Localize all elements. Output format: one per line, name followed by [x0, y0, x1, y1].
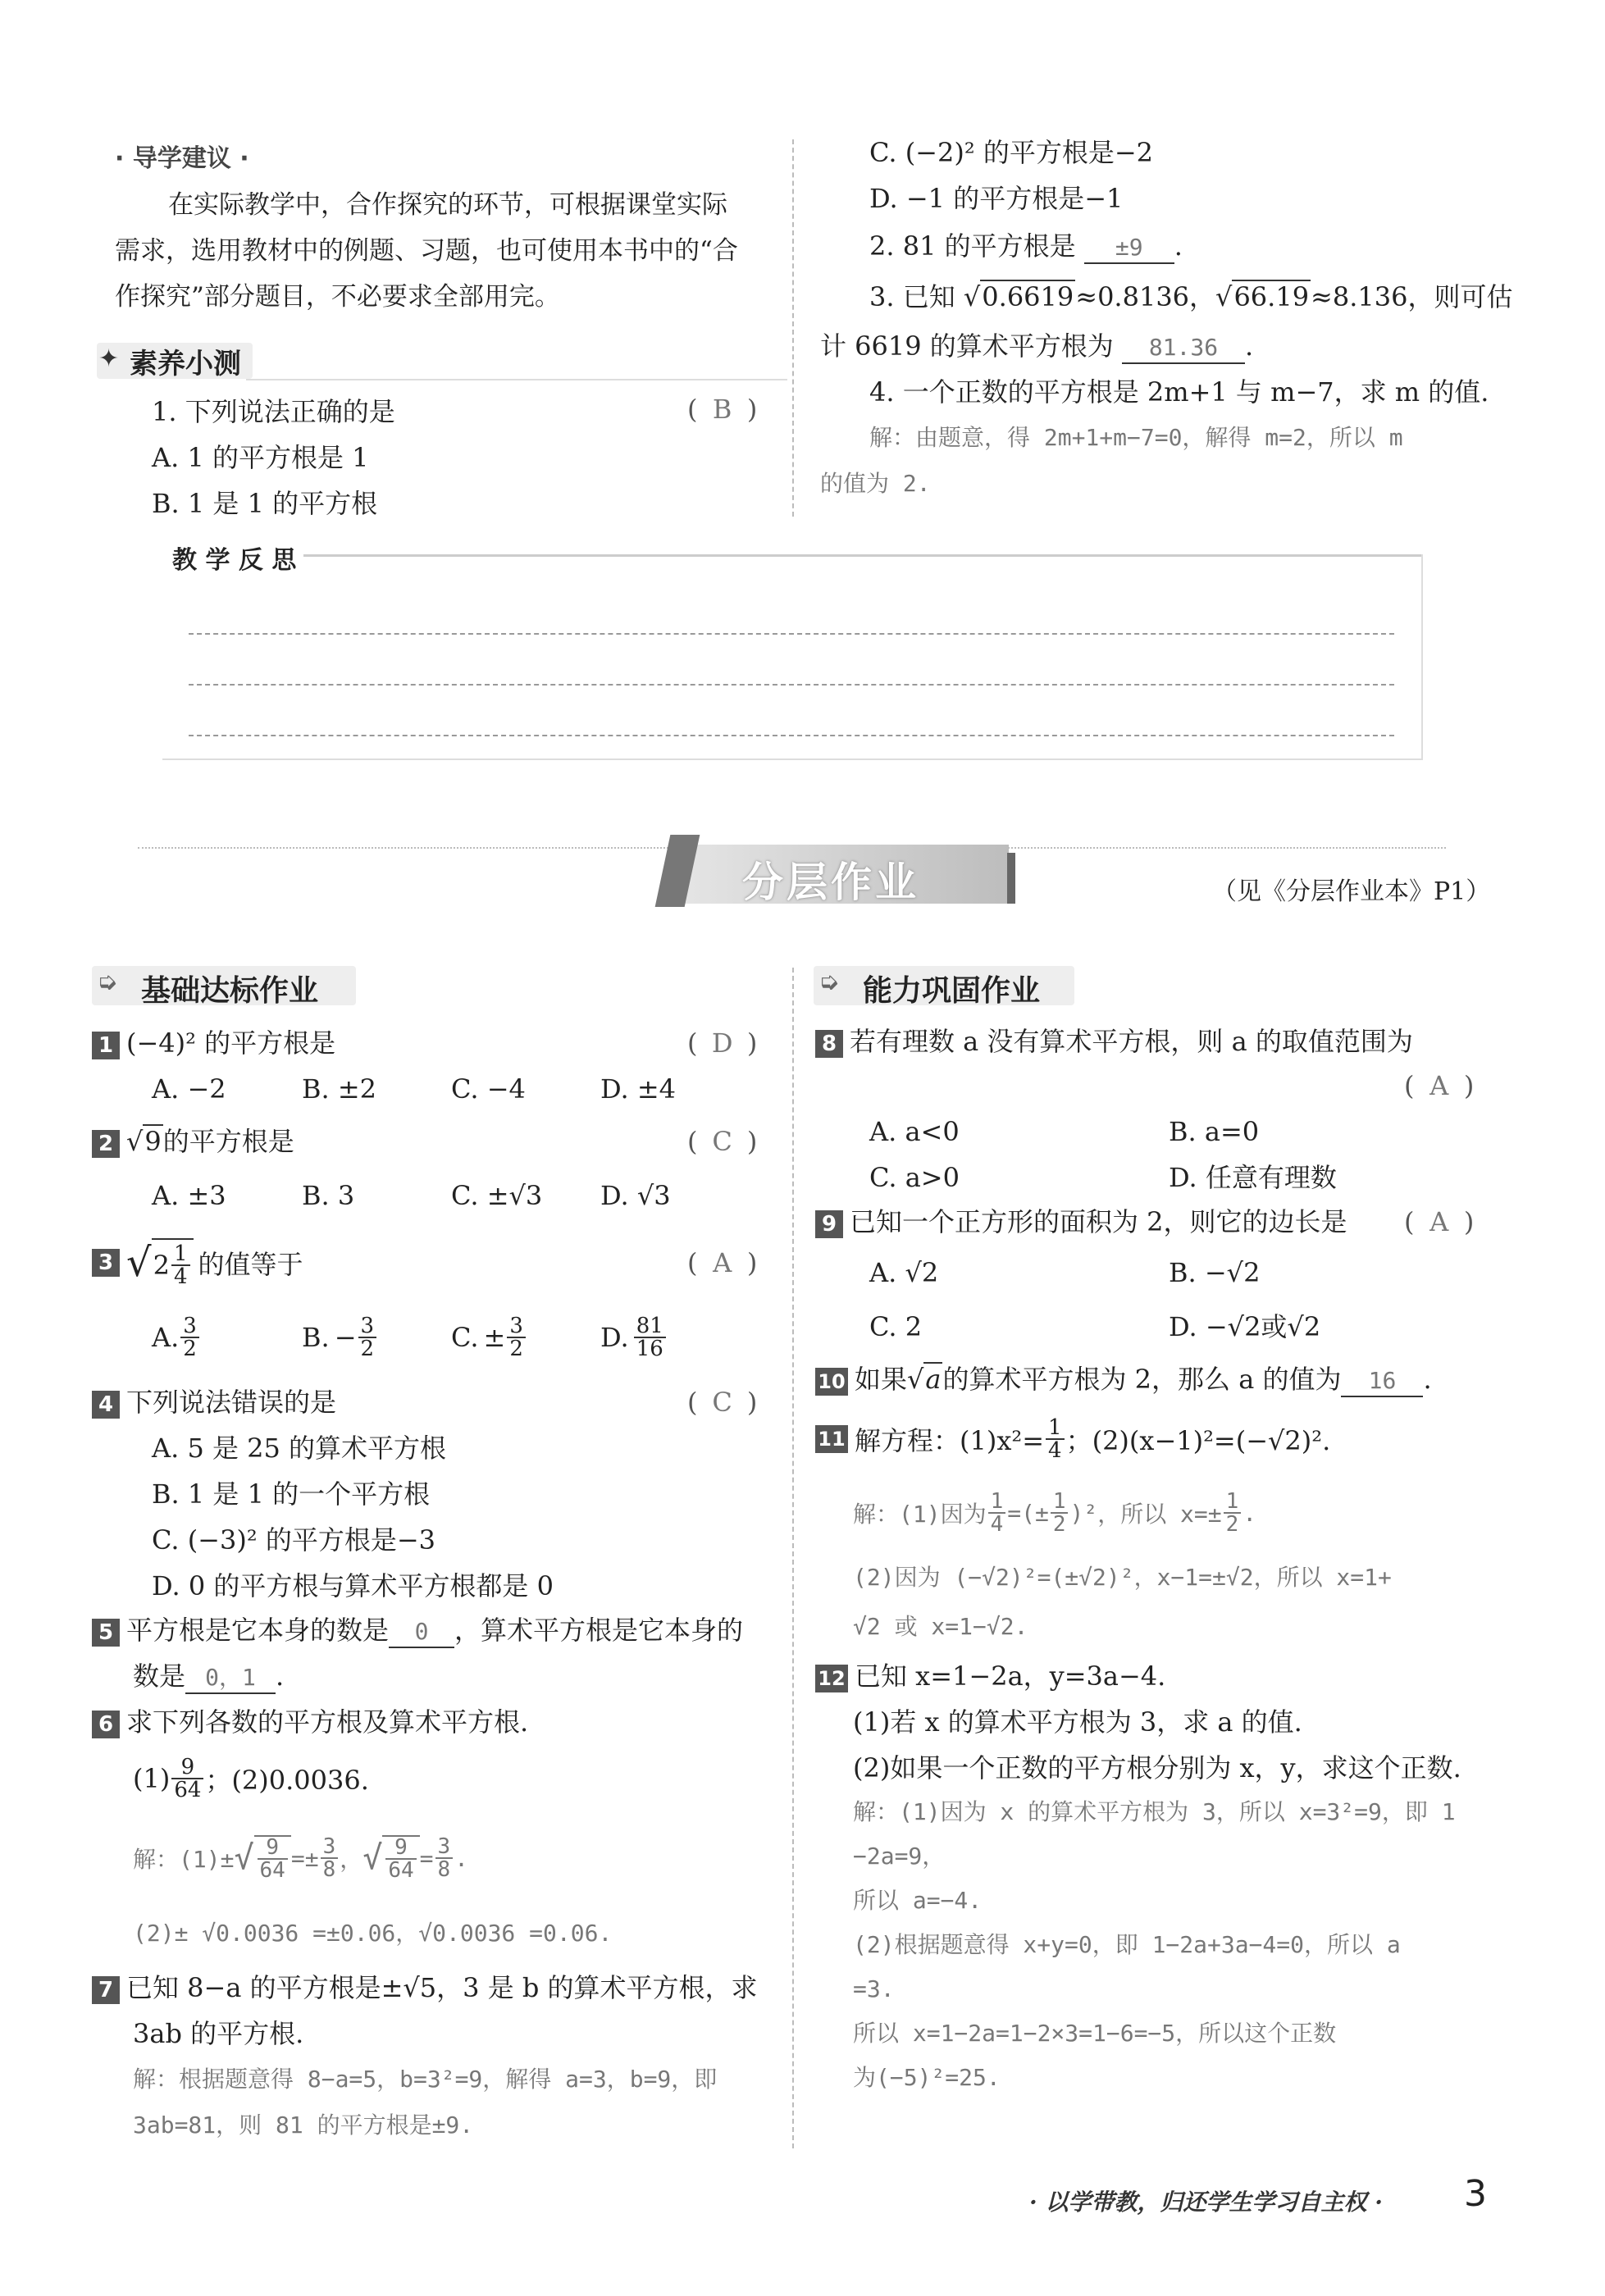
guide-line: 需求，选用教材中的例题、习题，也可使用本书中的“合	[115, 236, 738, 266]
basic-q1	[92, 1025, 335, 1061]
page-number: 3	[1464, 2173, 1487, 2215]
basic-q6-solution-2: (2)± √0.0036 =±0.06，√0.0036 =0.06.	[133, 1920, 613, 1947]
basic-q3-opt-a	[152, 1315, 201, 1360]
basic-q6	[92, 1704, 528, 1740]
ability-q12-solution: 所以 a=−4.	[853, 1887, 983, 1914]
basic-q1-opt-d: D. ±4	[600, 1073, 677, 1105]
ability-q11-sol-half-num: 1	[1051, 1491, 1069, 1514]
ability-q11-sol-frac	[988, 1491, 1006, 1535]
ability-q11-sol-frac-num: 1	[988, 1491, 1006, 1514]
basic-q2-answer: ( C )	[687, 1126, 758, 1157]
basic-q6-sol-text: =±	[290, 1844, 319, 1872]
ability-q11-sol-half-den: 2	[1225, 1512, 1239, 1537]
ability-q11-sol-text: (±	[1021, 1499, 1049, 1527]
basic-q7-solution: 解：根据题意得 8−a=5，b=3²=9，解得 a=3，b=9，即	[133, 2066, 718, 2093]
basic-q5-text: ，算术平方根是它本身的	[454, 1615, 744, 1646]
ability-q10-num: 10	[815, 1368, 848, 1396]
basic-q3-whole: 2	[153, 1250, 170, 1281]
ability-q8-opt-b: B. a=0	[1169, 1116, 1260, 1147]
ability-q9-text: 已知一个正方形的面积为 2，则它的边长是	[850, 1206, 1347, 1237]
quiz-q3-mid-1: ≈0.8136，	[1075, 281, 1216, 312]
basic-q2: 2 √9的平方根是	[92, 1123, 294, 1159]
ability-q11-sol-text: .	[1243, 1499, 1257, 1527]
ability-q10-answer: 16	[1341, 1366, 1423, 1397]
basic-q6-sol-text: ，	[340, 1846, 363, 1873]
reflection-bottom-rule	[162, 758, 1423, 760]
quiz-q2: 2. 81 的平方根是 ±9 .	[869, 228, 1183, 264]
basic-q3-opt-label: A.	[152, 1322, 180, 1353]
column-divider-bottom	[792, 968, 794, 2148]
ability-q11-solution-2: (2)因为 (−√2)²=(±√2)²，x−1=±√2，所以 x=1+	[853, 1564, 1392, 1591]
basic-q6-sol-frac	[258, 1837, 288, 1881]
basic-q3-opt-frac	[180, 1315, 199, 1360]
ability-q11-sol-text: ，所以 x=±	[1097, 1501, 1222, 1528]
basic-q6-sol-result-den: 8	[437, 1857, 451, 1882]
sqrt-symbol: √	[362, 1839, 383, 1877]
quiz-q3-pre: 3. 已知	[869, 281, 955, 312]
basic-q3-opt-frac-num: 3	[358, 1315, 377, 1338]
basic-q1-text: (−4)² 的平方根是	[126, 1027, 336, 1059]
ability-q11-num: 11	[815, 1425, 848, 1453]
basic-q1-num: 1	[92, 1032, 120, 1059]
quiz-title: 素养小测	[130, 348, 241, 380]
basic-q4-opt-a: A. 5 是 25 的算术平方根	[152, 1433, 447, 1464]
basic-q3-opt-frac-num: 81	[634, 1315, 666, 1338]
basic-q2-opt-a: A. ±3	[152, 1180, 226, 1211]
arrow-icon: ➭	[97, 968, 118, 996]
basic-q6-sol-frac-num: 9	[258, 1837, 288, 1860]
basic-q3-num: 3	[92, 1249, 120, 1277]
basic-q6-sol-text: .	[454, 1844, 469, 1872]
basic-q4-opt-d: D. 0 的平方根与算术平方根都是 0	[152, 1570, 554, 1601]
ability-q10-text: 如果	[855, 1364, 908, 1395]
ability-q11-solution-2: √2 或 x=1−√2.	[853, 1613, 1028, 1640]
ability-q10: 10 如果√a的算术平方根为 2，那么 a 的值为 16 .	[815, 1361, 1432, 1397]
basic-q6-text: 求下列各数的平方根及算术平方根.	[126, 1706, 529, 1738]
quiz-q4-solution: 解：由题意，得 2m+1+m−7=0，解得 m=2，所以 m	[869, 424, 1403, 451]
basic-q7-num: 7	[92, 1976, 120, 2004]
basic-q6-sol-text: 解：(1)±	[133, 1846, 235, 1873]
quiz-q3-line2: 计 6619 的算术平方根为 81.36 .	[820, 328, 1253, 364]
quiz-q1-opt-a: A. 1 的平方根是 1	[152, 442, 369, 473]
ability-q12-solution: 所以 x=1−2a=1−2×3=1−6=−5，所以这个正数	[853, 2020, 1337, 2047]
basic-q6-num: 6	[92, 1711, 120, 1738]
basic-q1-opt-a: A. −2	[152, 1073, 226, 1105]
ability-q12-solution: −2a=9，	[853, 1843, 946, 1870]
quiz-q4: 4. 一个正数的平方根是 2m+1 与 m−7，求 m 的值.	[869, 376, 1489, 408]
basic-q3-opt-frac-den: 2	[183, 1337, 197, 1361]
ability-q8-num: 8	[815, 1030, 843, 1058]
ability-q12-solution: 解：(1)因为 x 的算术平方根为 3，所以 x=3²=9，即 1	[853, 1798, 1456, 1825]
ability-q11-sol-frac-den: 4	[990, 1512, 1004, 1537]
basic-q3-answer: ( A )	[687, 1247, 758, 1278]
ability-q9-opt-b: B. −√2	[1169, 1257, 1261, 1288]
reflection-line	[189, 633, 1394, 635]
basic-q3-opt-frac-den: 2	[360, 1337, 375, 1361]
ability-q10-text: .	[1423, 1364, 1432, 1395]
basic-q6-sol-radicand	[382, 1835, 419, 1881]
ability-q11-text: ；(2)(x−1)²=(−√2)².	[1065, 1425, 1331, 1456]
quiz-q1-answer: ( B )	[687, 394, 758, 425]
homework-banner-endbar	[1007, 853, 1015, 904]
ability-q12-solution: =3.	[853, 1975, 895, 2002]
basic-q6-sol-radicand	[254, 1835, 291, 1881]
ability-q12	[815, 1658, 1165, 1694]
basic-q1-opt-c: C. −4	[451, 1073, 526, 1105]
ability-q9-opt-d: D. −√2或√2	[1169, 1311, 1321, 1342]
basic-q2-opt-b: B. 3	[302, 1180, 355, 1211]
basic-q6-frac-num: 9	[171, 1756, 203, 1779]
basic-q6-sol-frac	[385, 1837, 416, 1881]
basic-q3-opt-label: D.	[600, 1322, 629, 1353]
basic-q3-opt-c	[451, 1315, 527, 1360]
basic-q3-frac-num: 1	[171, 1243, 190, 1266]
guide-title: · 导学建议 ·	[115, 144, 249, 173]
basic-q6-sol-result	[435, 1836, 454, 1880]
arrow-icon: ➭	[818, 968, 840, 996]
homework-banner-title: 分层作业	[742, 859, 919, 906]
ability-q12-solution: 为(−5)²=25.	[853, 2064, 1001, 2091]
basic-q7-line2: 3ab 的平方根.	[133, 2018, 304, 2049]
ability-q12-solution: (2)根据题意得 x+y=0，即 1−2a+3a−4=0，所以 a	[853, 1931, 1401, 1958]
quiz-q1-opt-d: D. −1 的平方根是−1	[869, 183, 1124, 214]
basic-q5-text: .	[276, 1660, 285, 1692]
basic-q6-sol-frac-num: 9	[385, 1837, 416, 1860]
basic-q6-sol-result-den: 8	[322, 1857, 336, 1882]
quiz-q1: 1. 下列说法正确的是	[152, 396, 395, 427]
basic-q4-text: 下列说法错误的是	[126, 1387, 337, 1418]
basic-q3-opt-frac-num: 3	[180, 1315, 199, 1338]
basic-q3-frac-den: 4	[173, 1264, 188, 1289]
basic-q3-opt-sign: ±	[483, 1322, 506, 1353]
quiz-q3-answer: 81.36	[1122, 333, 1245, 364]
quiz-q3-mid-2: ≈8.136，则可估	[1311, 281, 1513, 312]
basic-q3-frac	[171, 1243, 190, 1287]
basic-q3-opt-frac-den: 2	[509, 1337, 523, 1361]
basic-q1-answer: ( D )	[687, 1027, 758, 1059]
sqrt-symbol: √	[234, 1839, 254, 1877]
basic-q2-radicand: 9	[144, 1126, 162, 1157]
basic-q6-part2: ；(2)0.0036.	[205, 1765, 369, 1796]
ability-q12-text: 已知 x=1−2a，y=3a−4.	[855, 1660, 1166, 1692]
basic-q3-text: 的值等于	[198, 1249, 303, 1280]
basic-title: 基础达标作业	[141, 974, 319, 1008]
ability-q8	[815, 1023, 1413, 1059]
footer-motto: · 以学带教，归还学生学习自主权 ·	[1029, 2189, 1383, 2216]
ability-q11-sol-half-num: 1	[1224, 1491, 1242, 1514]
basic-q5-answer-1: 0	[389, 1617, 454, 1648]
ability-q11-frac	[1046, 1417, 1065, 1461]
basic-q6-sol-frac-den: 64	[388, 1858, 414, 1883]
ability-q11-sol-half	[1051, 1491, 1069, 1535]
basic-q6-parts	[133, 1756, 369, 1801]
basic-q5-answer-2: 0，1	[185, 1663, 276, 1694]
ability-q11-sol-text: =	[1007, 1499, 1022, 1527]
basic-q6-sol-result-num: 3	[321, 1836, 339, 1859]
ability-q9-opt-a: A. √2	[869, 1257, 939, 1288]
basic-q3-opt-frac-den: 16	[636, 1337, 663, 1361]
reflection-title: 教 学 反 思	[172, 546, 297, 575]
basic-q3-opt-b	[302, 1315, 378, 1360]
basic-q3-opt-d	[600, 1315, 668, 1360]
basic-q4-opt-b: B. 1 是 1 的一个平方根	[152, 1478, 431, 1510]
guide-line: 作探究”部分题目，不必要求全部用完。	[115, 282, 560, 312]
ability-q12-part1: (1)若 x 的算术平方根为 3，求 a 的值.	[853, 1706, 1302, 1738]
basic-q7-solution: 3ab=81，则 81 的平方根是±9.	[133, 2112, 474, 2139]
ability-q11	[815, 1417, 1330, 1461]
basic-q5-line2	[133, 1658, 284, 1694]
ability-q11-frac-den: 4	[1048, 1438, 1062, 1463]
quiz-q3: 3. 已知 √0.6619≈0.8136，√66.19≈8.136，则可估	[869, 281, 1513, 312]
quiz-q2-text: 2. 81 的平方根是	[869, 230, 1076, 262]
basic-q3-opt-frac	[507, 1315, 526, 1360]
basic-q5	[92, 1612, 743, 1648]
basic-q3-opt-label: B.	[302, 1322, 330, 1353]
ability-q11-sol-text: 解：(1)因为	[853, 1501, 987, 1528]
basic-q6-sol-result	[321, 1836, 339, 1880]
quiz-q3-radicand-2: 66.19	[1233, 281, 1310, 312]
ability-q8-text: 若有理数 a 没有算术平方根，则 a 的取值范围为	[850, 1026, 1413, 1057]
quiz-q3-line2-text: 计 6619 的算术平方根为	[820, 330, 1114, 362]
basic-q2-opt-d: D. √3	[600, 1180, 671, 1211]
sparkle-icon: ✦	[98, 344, 120, 373]
ability-q9	[815, 1204, 1347, 1240]
basic-q5-text: 数是	[133, 1660, 186, 1692]
quiz-q2-answer: ±9	[1084, 233, 1174, 264]
quiz-heading-line	[246, 379, 787, 380]
quiz-q1-opt-c: C. (−2)² 的平方根是−2	[869, 137, 1154, 168]
ability-q8-opt-a: A. a<0	[869, 1116, 960, 1147]
reflection-top-rule	[303, 554, 1423, 557]
reflection-line	[189, 735, 1394, 736]
basic-q6-frac	[171, 1756, 203, 1801]
basic-q4-num: 4	[92, 1391, 120, 1419]
ability-q11-solution-1	[853, 1491, 1256, 1535]
basic-q2-num: 2	[92, 1130, 120, 1158]
basic-q3-opt-sign: −	[334, 1322, 357, 1353]
ability-q9-opt-c: C. 2	[869, 1311, 923, 1342]
ability-q8-opt-d: D. 任意有理数	[1169, 1162, 1337, 1193]
basic-q6-sol-frac-den: 64	[259, 1858, 285, 1883]
homework-ref: （见《分层作业本》P1）	[1212, 877, 1491, 906]
basic-q3	[92, 1230, 303, 1296]
reflection-line	[189, 684, 1394, 686]
ability-q11-sol-text: )²	[1069, 1499, 1098, 1527]
basic-q6-sol-result-num: 3	[435, 1836, 454, 1859]
ability-q8-answer: ( A )	[1404, 1070, 1475, 1101]
quiz-q3-radicand-1: 0.6619	[982, 281, 1074, 312]
guide-line: 在实际教学中，合作探究的环节，可根据课堂实际	[168, 190, 727, 220]
ability-title: 能力巩固作业	[863, 974, 1041, 1008]
basic-q7-text: 已知 8−a 的平方根是±√5，3 是 b 的算术平方根，求	[126, 1972, 758, 2003]
basic-q3-opt-frac-num: 3	[507, 1315, 526, 1338]
ability-q12-num: 12	[815, 1665, 848, 1692]
basic-q3-radicand	[152, 1238, 194, 1287]
ability-q10-text: 的算术平方根为 2，那么 a 的值为	[942, 1364, 1342, 1395]
basic-q3-opt-frac	[358, 1315, 377, 1360]
basic-q6-part1: (1)	[133, 1763, 171, 1794]
basic-q4-answer: ( C )	[687, 1387, 758, 1418]
ability-q10-radicand: a	[925, 1364, 942, 1395]
sqrt-symbol: √	[126, 1240, 152, 1286]
ability-q8-opt-c: C. a>0	[869, 1162, 960, 1193]
basic-q1-opt-b: B. ±2	[302, 1073, 377, 1105]
ability-q12-part2: (2)如果一个正数的平方根分别为 x，y，求这个正数.	[853, 1752, 1461, 1784]
basic-q4-opt-c: C. (−3)² 的平方根是−3	[152, 1524, 436, 1556]
ability-q11-sol-half-den: 2	[1052, 1512, 1066, 1537]
basic-q5-num: 5	[92, 1619, 120, 1647]
basic-q4	[92, 1384, 336, 1420]
basic-q2-opt-c: C. ±√3	[451, 1180, 543, 1211]
column-divider-top	[792, 139, 794, 517]
basic-q3-opt-frac	[634, 1315, 666, 1360]
basic-q5-text: 平方根是它本身的数是	[126, 1615, 390, 1646]
basic-q6-sol-text: =	[419, 1844, 434, 1872]
ability-q9-answer: ( A )	[1404, 1206, 1475, 1237]
reflection-right-rule	[1421, 554, 1423, 759]
basic-q3-opt-label: C.	[451, 1322, 479, 1353]
ability-q11-sol-half	[1224, 1491, 1242, 1535]
ability-q11-frac-num: 1	[1046, 1417, 1065, 1440]
basic-q6-frac-den: 64	[174, 1778, 202, 1802]
basic-q7	[92, 1970, 758, 2006]
quiz-q4-solution: 的值为 2.	[820, 470, 931, 497]
ability-q11-text: 解方程：(1)x²=	[855, 1425, 1045, 1456]
ability-q9-num: 9	[815, 1210, 843, 1238]
quiz-q1-opt-b: B. 1 是 1 的平方根	[152, 488, 378, 519]
basic-q6-solution-1	[133, 1835, 468, 1881]
basic-q2-text: 的平方根是	[162, 1126, 294, 1157]
